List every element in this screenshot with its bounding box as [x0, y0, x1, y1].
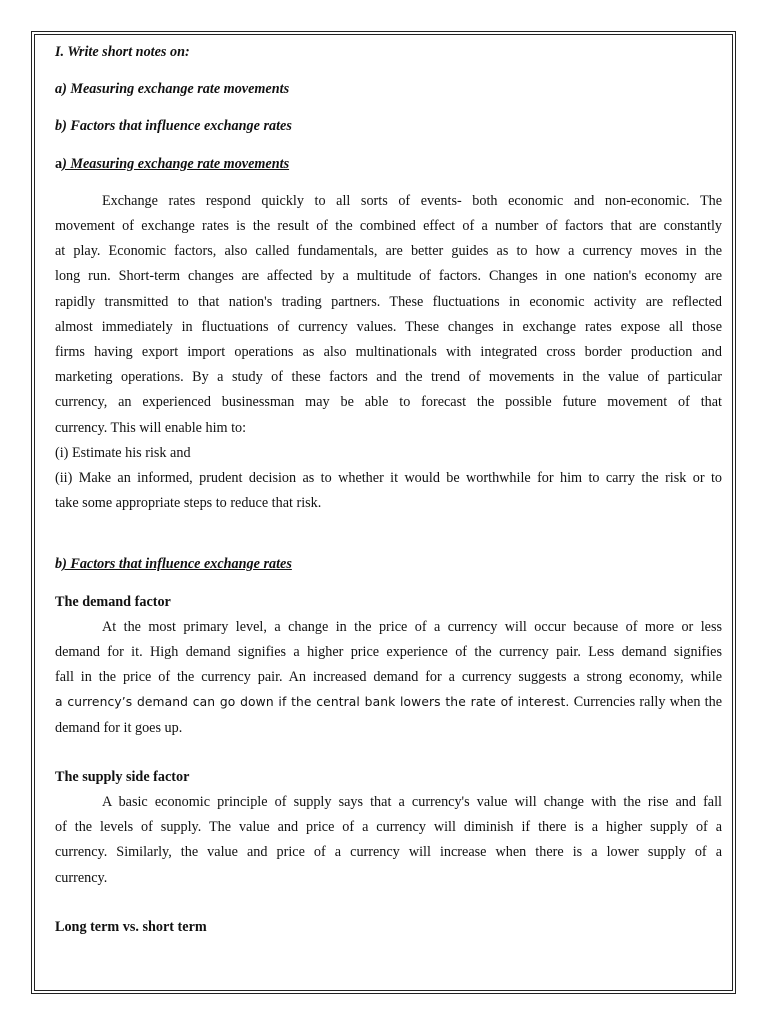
paragraph-line: At the most primary level, a change in the price of a currency will occur because of more or less [102, 618, 722, 635]
section-a-paragraph [55, 189, 722, 517]
serif-text-run: Currencies rally when the [569, 694, 722, 711]
paragraph-line: currency. [55, 869, 108, 886]
paragraph-line: of the levels of supply. The value and price of a currency will diminish if there is a higher supply of a [55, 819, 722, 836]
section-b-title: ) Factors that influence exchange rates [62, 556, 292, 573]
document-content [55, 40, 722, 940]
paragraph-line: currency. Similarly, the value and price of a currency will increase when there is a lower supply of a [55, 844, 722, 861]
paragraph-line: fall in the price of the currency pair. An increased demand for a currency suggests a strong economy, while [55, 669, 722, 686]
supply-factor-heading: The supply side factor [55, 768, 190, 785]
paragraph-line: firms having export import operations as also multinationals with integrated cross border production and [55, 344, 722, 361]
paragraph-line: long run. Short-term changes are affected by a multitude of factors. Changes in one nation's economy are [55, 268, 722, 285]
paragraph-line: marketing operations. By a study of these factors and the trend of movements in the value of particular [55, 369, 722, 386]
demand-factor-paragraph [55, 615, 722, 741]
question-heading: I. Write short notes on: [55, 44, 190, 60]
section-b-prefix: b [55, 556, 63, 573]
paragraph-line: demand for it. High demand signifies a higher price experience of the currency pair. Less demand signifies [55, 644, 722, 661]
section-b-heading [55, 552, 722, 577]
section-a-title: ) Measuring exchange rate movements [62, 155, 290, 172]
paragraph-line: demand for it goes up. [55, 719, 183, 736]
supply-factor-paragraph [55, 790, 722, 891]
paragraph-line: A basic economic principle of supply says that a currency's value will change with the rise and fall [102, 794, 722, 811]
paragraph-line: at play. Economic factors, also called fundamentals, are better guides as to how a currency moves in the [55, 243, 722, 260]
paragraph-line: movement of exchange rates is the result of the combined effect of a number of factors that are constantly [55, 218, 722, 235]
paragraph-line: rapidly transmitted to that nation's trading partners. These fluctuations in economic activity are reflected [55, 293, 722, 310]
demand-factor-heading: The demand factor [55, 593, 171, 610]
paragraph-line: Exchange rates respond quickly to all sorts of events- both economic and non-economic. The [102, 192, 722, 209]
question-item-b: b) Factors that influence exchange rates [55, 118, 292, 135]
list-item-ii: (ii) Make an informed, prudent decision as to whether it would be worthwhile for him to carry the risk or to [55, 470, 722, 487]
paragraph-line: almost immediately in fluctuations of currency values. These changes in exchange rates expose all those [55, 318, 722, 335]
paragraph-line: currency, an experienced businessman may be able to forecast the possible future movement of that [55, 394, 722, 411]
paragraph-line: currency. This will enable him to: [55, 419, 247, 436]
list-item-i: (i) Estimate his risk and [55, 444, 191, 461]
long-term-heading: Long term vs. short term [55, 918, 207, 935]
paragraph-line-mixed [55, 690, 722, 715]
list-item-ii-continued: take some appropriate steps to reduce that risk. [55, 495, 322, 512]
section-a-prefix: a [55, 155, 63, 172]
sans-text-run: a currency’s demand can go down if the central bank lowers the rate of interest. [55, 695, 570, 710]
section-a-heading [55, 152, 722, 177]
question-item-a: a) Measuring exchange rate movements [55, 81, 290, 98]
